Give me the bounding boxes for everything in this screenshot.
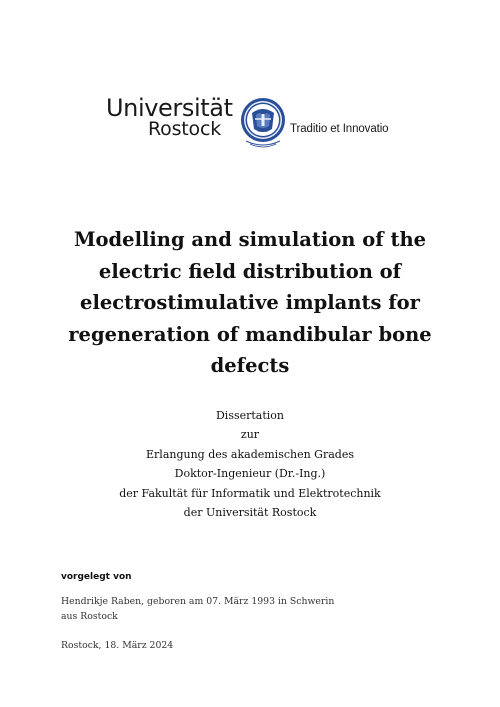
author-info [61, 595, 334, 624]
dissertation-line: der Universität Rostock [183, 506, 317, 520]
title-line: electrostimulative implants for [80, 291, 420, 314]
title-line: Modelling and simulation of the [73, 228, 427, 251]
logo-rostock-text: Rostock [148, 118, 221, 140]
dissertation-block [60, 406, 440, 522]
title-line: regeneration of mandibular bone [68, 322, 432, 346]
author-name-birth: Hendrikje Raben, geboren am 07. März 1993 in Schwerin [61, 596, 335, 607]
university-seal-icon [240, 95, 286, 151]
logo-university-text: Universität [106, 94, 233, 122]
dissertation-line: Dissertation [215, 409, 285, 422]
dissertation-line: Doktor-Ingenieur (Dr.-Ing.) [174, 467, 326, 481]
dissertation-line: der Fakultät für Informatik und Elektrotechnik [119, 486, 381, 500]
logo-motto: Traditio et Innovatio [290, 123, 389, 135]
submitted-by-label: vorgelegt von [61, 572, 132, 582]
university-logo [106, 95, 396, 157]
author-origin: aus Rostock [61, 610, 118, 622]
logo-wordmark [106, 95, 238, 145]
title-line: electric field distribution of [98, 259, 402, 283]
dissertation-line: Erlangung des akademischen Grades [146, 447, 354, 461]
thesis-title [60, 224, 440, 382]
title-line: defects [210, 354, 290, 377]
place-date: Rostock, 18. März 2024 [61, 640, 174, 651]
dissertation-line: zur [240, 428, 260, 442]
